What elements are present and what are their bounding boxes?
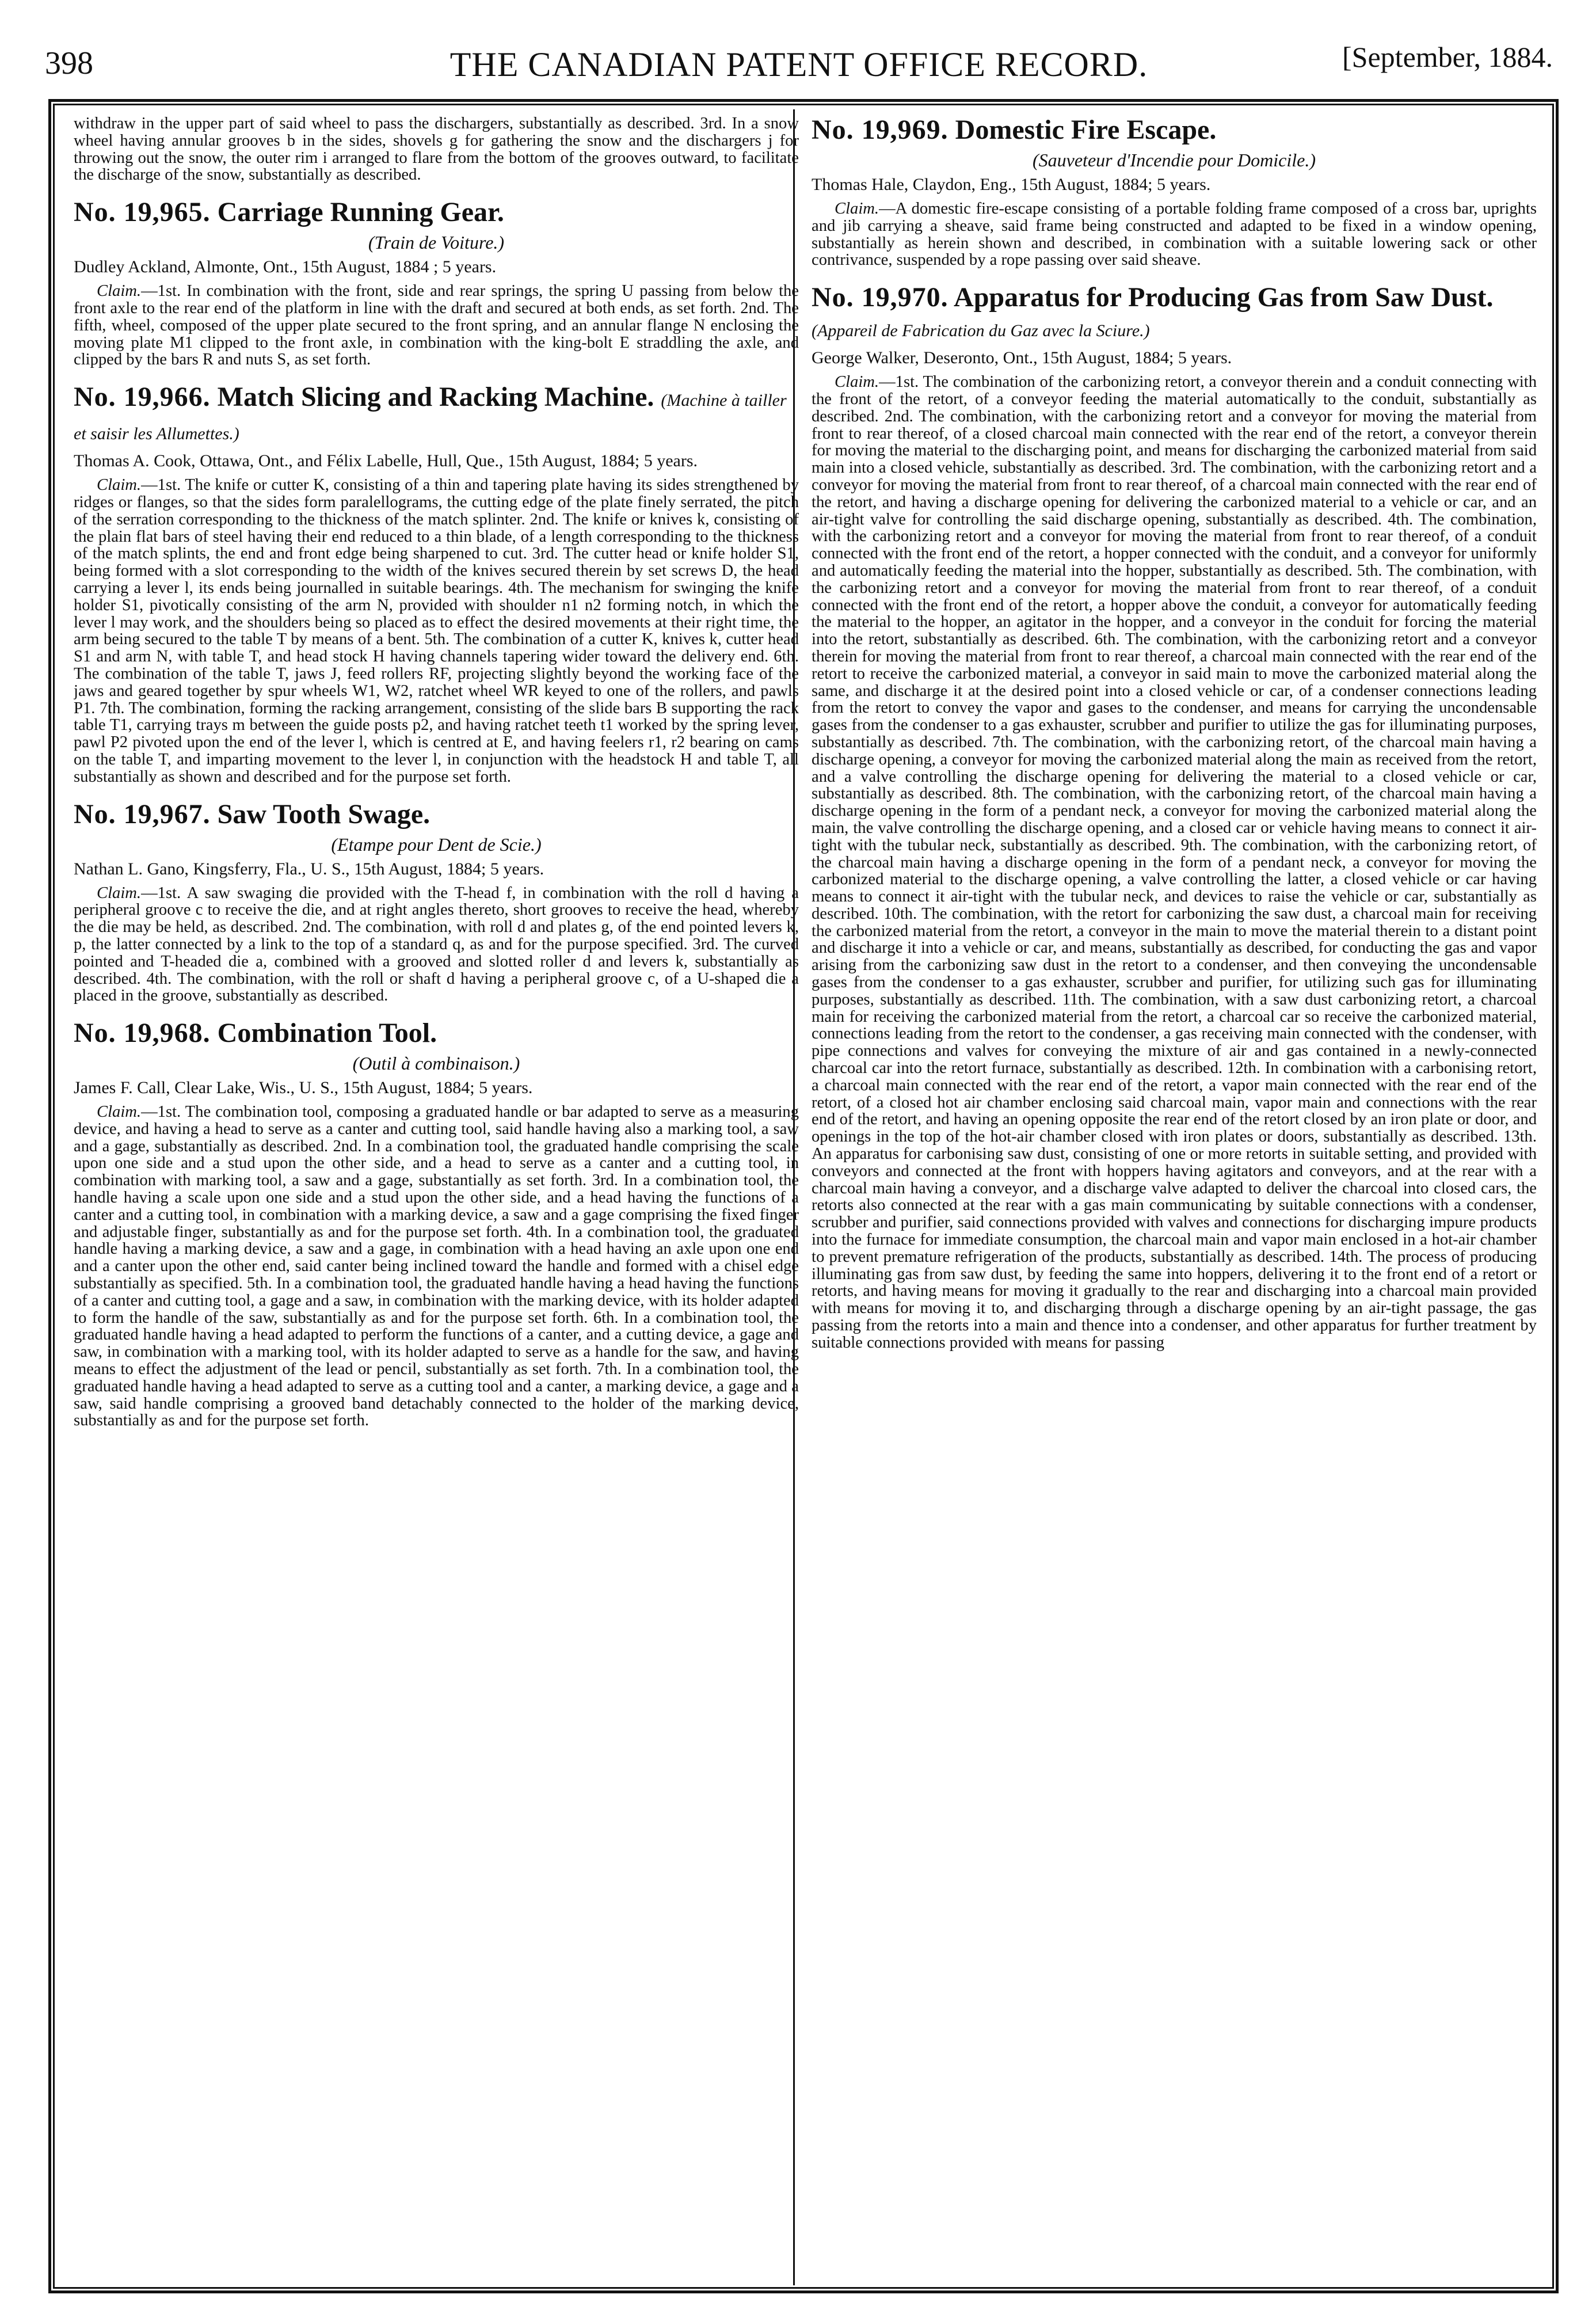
patent-number: No. 19,966. [74, 382, 211, 413]
patent-title: Combination Tool. [217, 1018, 437, 1049]
claim-label: Claim. [97, 1103, 142, 1121]
patent-inventor: James F. Call, Clear Lake, Wis., U. S., 15th August, 1884; 5 years. [74, 1078, 533, 1098]
claim-label: Claim. [835, 200, 879, 218]
patent-inventor: Dudley Ackland, Almonte, Ont., 15th August, 1884 ; 5 years. [74, 257, 497, 277]
patent-number: No. 19,968. [74, 1018, 211, 1049]
claim-label: Claim. [97, 884, 142, 902]
patent-french-title: (Machine à tailler et saisir les Allumettes.) [74, 391, 787, 444]
patent-inventor: Thomas Hale, Claydon, Eng., 15th August, 1884; 5 years. [812, 175, 1211, 194]
patent-french-title: (Sauveteur d'Incendie pour Domicile.) [1032, 150, 1316, 170]
patent-title: Domestic Fire Escape. [955, 115, 1217, 145]
claim-text: —1st. The combination of the carbonizing retort, a conveyor therein and a conduit connecting with the front of the retort, of a conveyor feeding the material automatically to the conduit, substantially as described. 2nd. The combination, with the carbonizing retort and a conveyor for moving the material from front to rear thereof, of a closed charcoal main connected with the rear end of the retort, a conveyor therein for moving the material to the discharging point, and means for discharging the carbonized material from said main into a closed vehicle, substantially as described. 3rd. The combination, with the carbonizing retort and a conveyor for moving the material from front to rear thereof, of a charcoal main connected with the rear end of the retort, and having a discharge opening for delivering the carbonized material to a vehicle or car, and an air-tight valve for controlling the said discharge opening, substantially as described. 4th. The combination, with the carbonizing retort and a conveyor for moving the material from front to rear thereof, of a conduit connected with the front end of the retort, a hopper connected with the conduit, and a conveyor for uniformly and automatically feeding the material into the hopper, substantially as described. 5th. The combination, with the carbonizing retort and a conveyor for moving the material from front to rear thereof, of a conduit connected with the front end of the retort, a hopper above the conduit, a conveyor for automatically feeding the material to the hopper, an agitator in the hopper, and a conveyor in the conduit for forcing the material into the retort, substantially as described. 6th. The combination, with the carbonizing retort and a conveyor therein for moving the material from front to rear thereof, a charcoal main connected with the rear end of the retort to receive the carbonized material, a conveyor in said main to move the carbonized material along the same, and discharge it at the desired point into a closed vehicle or car, of a condenser connections leading from the retort to convey the vapor and gases to the condenser, and means for carrying the uncondensable gases from the condenser to a gas exhauster, scrubber and purifier to utilize the gas for illuminating purposes, substantially as described. 7th. The combination, with the carbonizing retort, of the charcoal main having a discharge opening, a conveyor for moving the carbonized material along the main as received from the retort, and a valve controlling the discharge opening for delivering the material to a closed vehicle or car, substantially as described. 8th. The combination, with the carbonizing retort, of the charcoal main having a discharge opening in the form of a pendant neck, a conveyor for moving the carbonized material along the main, the valve controlling the discharge opening, and a closed car or vehicle having means to connect it air-tight with the tubular neck, substantially as described. 9th. The combination, with the carbonizing retort, of the charcoal main having a discharge opening in the form of a pendant neck, a conveyor for moving the carbonized material to the discharge opening, a valve controlling the latter, a closed vehicle or car having means to connect it air-tight with the tubular neck, and devices to raise the vehicle or car, substantially as described. 10th. The combination, with the retort for carbonizing the saw dust, a charcoal main for receiving the carbonized material from the retort, a conveyor in the main to move the material therein to a distant point and discharge it into a vehicle or car, and means, substantially as described, for conducting the gas and vapor arising from the carbonizing saw dust in the retort to a condenser, and then conveying the uncondensable gases from the condenser to a gas exhauster, scrubber and purifier, for utilizing such gas for illuminating purposes, substantially as described. 11th. The combination, with a saw dust carbonizing retort, a charcoal main for receiving the carbonized material from the retort, a charcoal car so receive the carbonized material, connections leading from the retort to the condenser, a gas receiving main connected with the condenser, with pipe connections and valves for conveying the mixture of air and gas contained in a newly-connected charcoal car into the retort furnace, substantially as described. 12th. In combination with a carbonising retort, a charcoal main connected with the rear end of the retort, a vapor main connected with the rear end of the retort, of a closed hot air chamber enclosing said charcoal main, vapor main and connections with the rear end of the retort, and having an opening opposite the rear end of the retort closed by an iron plate or door, and openings in the top of the hot-air chamber closed with iron plates or doors, substantially as described. 13th. An apparatus for carbonising saw dust, consisting of one or more retorts in suitable setting, and provided with conveyors and connected at the front with hoppers having agitators and conveyors, and at the rear with a charcoal main having a conveyor, and a discharge valve adapted to deliver the charcoal into closed cars, the retorts also connected at the rear with a gas main communicating by suitable connections with a condenser, scrubber and purifier, said connections provided with valves and connections for discharging impure products into the furnace for immediate consumption, the charcoal main and vapor main enclosed in a hot-air chamber to prevent premature refrigeration of the products, substantially as described. 14th. The process of producing illuminating gas from saw dust, by feeding the same into hoppers, delivering it to the front end of a retort or retorts, and having means for moving it gradually to the rear and discharging into a charcoal main provided with means for moving it to, and discharging through a discharge opening by an air-tight passage, the gas passing from the retorts into a main and thence into a condenser, and other apparatus for further treatment by suitable connections provided with means for passing [812, 373, 1537, 1352]
claim-text: —1st. A saw swaging die provided with the T-head f, in combination with the roll d having a peripheral groove c to receive the die, and at right angles thereto, short grooves to receive the head, whereby the die may be held, as described. 2nd. The combination, with roll d and plates g, of the end pointed levers k, p, the latter connected by a link to the top of a standard q, as and for the purpose specified. 3rd. The curved pointed and T-headed die a, combined with a grooved and slotted roller d and levers k, substantially as described. 4th. The combination, with the roll or shaft d having a peripheral groove c, of a U-shaped die a placed in the groove, substantially as described. [74, 884, 799, 1005]
patent-inventor: Nathan L. Gano, Kingsferry, Fla., U. S., 15th August, 1884; 5 years. [74, 859, 544, 878]
patent-heading [74, 800, 799, 830]
patent-claim [812, 200, 1537, 269]
patent-title: Apparatus for Producing Gas from Saw Dust. [954, 282, 1494, 313]
patent-heading [74, 382, 799, 449]
continued-claim-text: withdraw in the upper part of said wheel to pass the dischargers, substantially as described. 3rd. In a snow wheel having annular grooves b in the sides, shovels g for gathering the snow and the dischargers j for throwing out the snow, the outer rim i arranged to flare from the bottom of the grooves outward, to facilitate the discharge of the snow, substantially as described. [74, 115, 799, 184]
patent-french-title: (Train de Voiture.) [368, 232, 505, 253]
patent-heading [74, 1018, 799, 1048]
claim-text: —A domestic fire-escape consisting of a portable folding frame composed of a cross bar, uprights and jib carrying a sheave, said frame being constructed and adapted to be fixed in a window opening, substantially as herein shown and described, in combination with a suitable lowering sack or other contrivance, suspended by a rope passing over said sheave. [812, 200, 1537, 269]
claim-label: Claim. [97, 282, 142, 300]
patent-claim [812, 374, 1537, 1351]
patent-claim [74, 1104, 799, 1429]
left-column [74, 115, 799, 2268]
patent-claim [74, 283, 799, 368]
patent-entry [812, 283, 1537, 1351]
patent-entry [812, 115, 1537, 269]
claim-text: —1st. The combination tool, composing a graduated handle or bar adapted to serve as a measuring device, and having a head to serve as a canter and cutting tool, said handle having also a marking tool, a saw and a gage, substantially as described. 2nd. In a combination tool, the graduated handle comprising the scale upon one side and a stud upon the other side, and a head to serve as a canter and a cutting tool, in combination with marking tool, a saw and a gage, substantially as set forth. 3rd. In a combination tool, the handle having a scale upon one side and a stud upon the other side, and a head having the functions of a canter and a cutting tool, in combination with a marking device, a saw and a gage comprising the fixed finger and adjustable finger, substantially as and for the purpose set forth. 4th. In a combination tool, the graduated handle having a marking device, a saw and a gage, in combination with a head having an axle upon one end and a canter upon the other end, said canter being inclined toward the handle and formed with a chisel edge substantially as specified. 5th. In a combination tool, the graduated handle having a head having the functions of a canter and cutting tool, a gage and a saw, in combination with the marking device, with its holder adapted to form the handle of the saw, substantially as and for the purpose set forth. 6th. In a combination tool, the graduated handle having a head adapted to perform the functions of a canter, and a cutting device, a gage and saw, in combination with a marking tool, with its holder adapted to serve as a handle for the saw, and having means to effect the adjustment of the lead or pencil, substantially as set forth. 7th. In a combination tool, the graduated handle having a head adapted to serve as a cutting tool and a canter, a marking device, a gage and a saw, said handle comprising a grooved band detachably connected to the holder of the marking device, substantially as and for the purpose set forth. [74, 1103, 799, 1430]
page-number: 398 [45, 45, 93, 81]
claim-label: Claim. [97, 476, 142, 494]
patent-title: Match Slicing and Racking Machine. [217, 382, 654, 413]
patent-claim [74, 885, 799, 1005]
patent-number: No. 19,970. [812, 282, 949, 313]
claim-text: —1st. The knife or cutter K, consisting of a thin and tapering plate having its sides strengthened by ridges or flanges, so that the sides form paralellograms, the cutting edge of the plate finely serrated, the pitch of the serration corresponding to the thickness of the match splinter. 2nd. The knife or knives k, consisting of the plain flat bars of steel having their end reduced to a thin blade, of a length corresponding to the thickness of the match splints, the end and front edge being sharpened to cut. 3rd. The cutter head or knife holder S1, being formed with a slot corresponding to the width of the knives secured therein by set screws D, the head carrying a lever l, its ends being journalled in suitable bearings. 4th. The mechanism for swinging the knife holder S1, pivotically consisting of the arm N, provided with shoulder n1 n2 forming notch, in which the lever l may work, and the shoulders being so placed as to effect the desired movements at their right time, the arm being secured to the table T by means of a bent. 5th. The combination of a cutter K, knives k, cutter head S1 and arm N, with table T, and head stock H having channels tapering wider toward the delivery end. 6th. The combination of the table T, jaws J, feed rollers RF, projecting slightly beyond the working face of the jaws and geared together by spur wheels W1, W2, ratchet wheel WR keyed to one of the rollers, and pawls P1. 7th. The combination, forming the racking arrangement, consisting of the slide bars B supporting the rack table T1, carrying trays m between the guide posts p2, and having ratchet teeth t1 worked by the spring lever, pawl P2 pivoted upon the end of the lever l, which is centred at E, and having feelers r1, r2 bearing on cams on the table T, and imparting movement to the lever l, in conjunction with the headstock H and table T, all substantially as shown and described and for the purpose set forth. [74, 476, 799, 786]
patent-title: Carriage Running Gear. [217, 197, 504, 228]
right-column [812, 115, 1537, 2268]
claim-label: Claim. [835, 373, 879, 391]
patent-entry [74, 197, 799, 368]
patent-french-title: (Appareil de Fabrication du Gaz avec la Sciure.) [812, 321, 1150, 341]
patent-heading [812, 283, 1537, 346]
patent-title: Saw Tooth Swage. [217, 798, 431, 830]
patent-number: No. 19,967. [74, 798, 211, 830]
patent-french-title: (Outil à combinaison.) [352, 1053, 520, 1074]
page-header [45, 41, 1553, 97]
patent-entry [74, 1018, 799, 1429]
journal-title: THE CANADIAN PATENT OFFICE RECORD. [450, 45, 1148, 83]
patent-number: No. 19,969. [812, 115, 949, 145]
patent-entry [74, 382, 799, 785]
patent-inventor: George Walker, Deseronto, Ont., 15th August, 1884; 5 years. [812, 348, 1232, 368]
patent-inventor: Thomas A. Cook, Ottawa, Ont., and Félix Labelle, Hull, Que., 15th August, 1884; 5 years. [74, 451, 698, 471]
patent-heading [812, 115, 1537, 145]
patent-claim [74, 477, 799, 785]
patent-entry [74, 800, 799, 1005]
issue-date: [September, 1884. [1342, 41, 1553, 73]
patent-french-title: (Etampe pour Dent de Scie.) [331, 834, 542, 855]
claim-text: —1st. In combination with the front, side and rear springs, the spring U passing from below the front axle to the rear end of the platform in line with the draft and secured at both ends, as set forth. 2nd. The fifth, wheel, composed of the upper plate secured to the front spring, and an annular flange N enclosing the moving plate M1 clipped to the front axle, in combination with the king-bolt E straddling the axle, and clipped by the bars R and nuts S, as set forth. [74, 282, 799, 369]
patent-number: No. 19,965. [74, 197, 211, 228]
patent-heading [74, 197, 799, 227]
